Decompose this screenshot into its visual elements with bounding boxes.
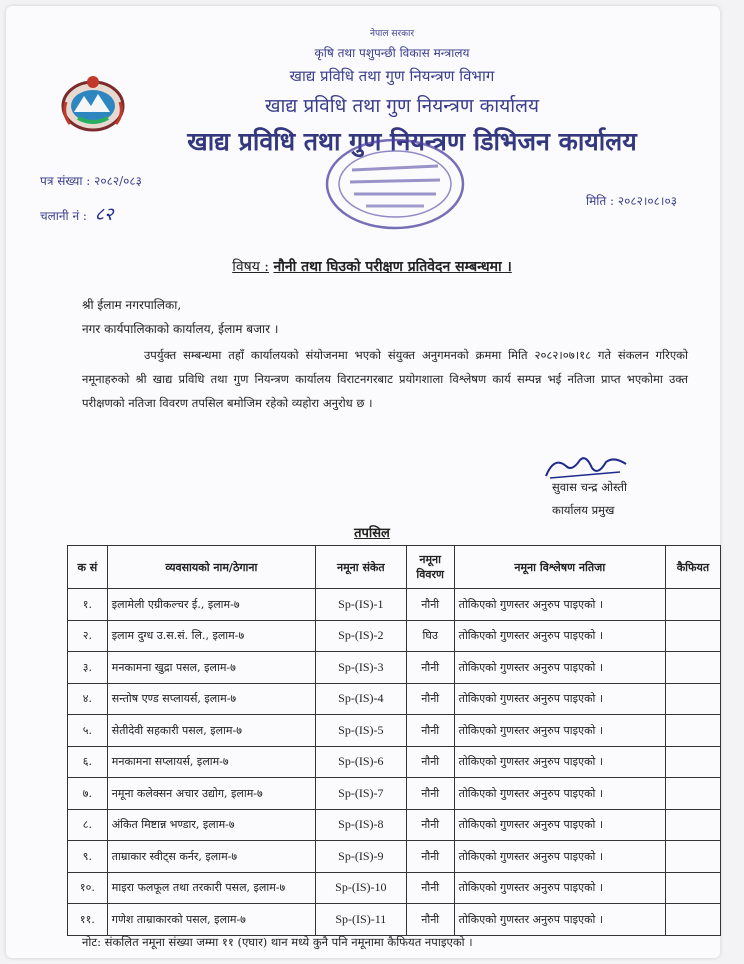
signatory-name: सुवास चन्द्र ओस्ती [552, 480, 627, 494]
table-row [68, 809, 721, 841]
cell-sample-type: नौनी [406, 652, 454, 684]
letter-body: उपर्युक्त सम्बन्धमा तहाँ कार्यालयको संयोजनमा भएको संयुक्त अनुगमनको क्रममा मिति २०८२।०७।१८ गते संकलन गरिएको नमूनाहरुको श्री खाद्य प्रविधि तथा गुण नियन्त्रण कार्यालय विराटनगरबाट प्रयोगशाला विश्लेषण कार्य सम्पन्न भई नतिजा प्राप्त भएकोमा उक्त परीक्षणको नतिजा विवरण तपसिल बमोजिम रहेको व्यहोरा अनुरोध छ । [82, 348, 688, 410]
cell-remarks [665, 778, 720, 810]
cell-business-name: इलाम दुग्ध उ.स.सं. लि., इलाम-७ [107, 620, 315, 652]
cell-remarks [665, 589, 720, 621]
subject-line [0, 257, 744, 276]
signatory-title: कार्यालय प्रमुख [552, 503, 615, 517]
results-table [67, 545, 721, 936]
header-line-office: खाद्य प्रविधि तथा गुण नियन्त्रण कार्यालय [264, 95, 540, 117]
cell-sample-code: Sp-(IS)-8 [315, 809, 406, 841]
cell-business-name: इलामेली एग्रीकल्चर ई., इलाम-७ [107, 589, 315, 621]
cell-remarks [665, 809, 720, 841]
header-line-department: खाद्य प्रविधि तथा गुण नियन्त्रण विभाग [289, 67, 495, 85]
letter-date [586, 192, 677, 209]
cell-analysis-result: तोकिएको गुणस्तर अनुरुप पाइएको । [454, 872, 665, 904]
header-business-name: व्यवसायको नाम/ठेगाना [107, 546, 315, 589]
cell-sample-code: Sp-(IS)-6 [315, 746, 406, 778]
cell-remarks [665, 620, 720, 652]
cell-sample-type: नौनी [406, 809, 454, 841]
cell-sample-code: Sp-(IS)-5 [315, 715, 406, 747]
table-row [68, 746, 721, 778]
subject-label: विषय : [232, 259, 269, 275]
table-title: तपसिल [354, 526, 390, 541]
cell-sample-code: Sp-(IS)-9 [315, 841, 406, 873]
letter-number-label: पत्र संख्या : [40, 174, 91, 188]
letter-number-value: २०८२/०८३ [94, 174, 142, 188]
addressee-line-1: श्री ईलाम नगरपालिका, [82, 298, 182, 312]
cell-sample-type: नौनी [406, 715, 454, 747]
cell-analysis-result: तोकिएको गुणस्तर अनुरुप पाइएको । [454, 683, 665, 715]
cell-sn: ८. [68, 809, 108, 841]
cell-business-name: अंकित मिष्टान्न भण्डार, इलाम-७ [107, 809, 315, 841]
cell-business-name: मनकामना खुद्रा पसल, इलाम-७ [107, 652, 315, 684]
cell-analysis-result: तोकिएको गुणस्तर अनुरुप पाइएको । [454, 746, 665, 778]
cell-remarks [665, 746, 720, 778]
cell-analysis-result: तोकिएको गुणस्तर अनुरुप पाइएको । [454, 809, 665, 841]
cell-sn: ६. [68, 746, 108, 778]
header-sn: क सं [68, 546, 108, 589]
cell-sample-code: Sp-(IS)-1 [315, 589, 406, 621]
cell-sample-code: Sp-(IS)-2 [315, 620, 406, 652]
table-row [68, 683, 721, 715]
cell-remarks [665, 652, 720, 684]
header-remarks: कैफियत [665, 546, 720, 589]
cell-business-name: मनकामना सप्लायर्स, इलाम-७ [107, 746, 315, 778]
cell-analysis-result: तोकिएको गुणस्तर अनुरुप पाइएको । [454, 841, 665, 873]
cell-business-name: माइरा फलफूल तथा तरकारी पसल, इलाम-७ [107, 872, 315, 904]
cell-sample-type: नौनी [406, 778, 454, 810]
header-sample-code: नमूना संकेत [315, 546, 406, 589]
header-line-ministry: कृषि तथा पशुपन्छी विकास मन्त्रालय [314, 46, 470, 60]
cell-analysis-result: तोकिएको गुणस्तर अनुरुप पाइएको । [454, 589, 665, 621]
cell-sample-type: नौनी [406, 904, 454, 936]
header-line-division-office: खाद्य प्रविधि तथा गुण नियन्त्रण डिभिजन कार्यालय [187, 127, 637, 156]
cell-sn: १०. [68, 872, 108, 904]
cell-analysis-result: तोकिएको गुणस्तर अनुरुप पाइएको । [454, 715, 665, 747]
cell-sample-code: Sp-(IS)-11 [315, 904, 406, 936]
dispatch-number [40, 202, 114, 226]
cell-sample-type: नौनी [406, 841, 454, 873]
table-row [68, 904, 721, 936]
table-row [68, 620, 721, 652]
cell-sample-code: Sp-(IS)-7 [315, 778, 406, 810]
signature-icon [540, 452, 640, 482]
cell-sn: ४. [68, 683, 108, 715]
letter-date-label: मिति : [586, 194, 615, 208]
table-row [68, 589, 721, 621]
table-row [68, 652, 721, 684]
table-row [68, 872, 721, 904]
cell-sample-code: Sp-(IS)-10 [315, 872, 406, 904]
header-sample-type: नमूना विवरण [406, 546, 454, 589]
cell-sn: ५. [68, 715, 108, 747]
table-header-row [68, 546, 721, 589]
cell-business-name: गणेश ताम्राकारको पसल, इलाम-७ [107, 904, 315, 936]
cell-analysis-result: तोकिएको गुणस्तर अनुरुप पाइएको । [454, 778, 665, 810]
subject-text: नौनी तथा घिउको परीक्षण प्रतिवेदन सम्बन्धमा । [273, 259, 512, 275]
cell-sn: ११. [68, 904, 108, 936]
cell-analysis-result: तोकिएको गुणस्तर अनुरुप पाइएको । [454, 620, 665, 652]
cell-sample-type: नौनी [406, 872, 454, 904]
cell-sample-type: नौनी [406, 746, 454, 778]
cell-sample-code: Sp-(IS)-4 [315, 683, 406, 715]
cell-remarks [665, 683, 720, 715]
header-line-government: नेपाल सरकार [369, 29, 415, 39]
cell-sn: ९. [68, 841, 108, 873]
cell-sn: ७. [68, 778, 108, 810]
cell-business-name: नमूना कलेक्सन अचार उद्योग, इलाम-७ [107, 778, 315, 810]
cell-sn: २. [68, 620, 108, 652]
cell-remarks [665, 904, 720, 936]
dispatch-number-value: ८२ [94, 204, 114, 225]
cell-analysis-result: तोकिएको गुणस्तर अनुरुप पाइएको । [454, 904, 665, 936]
footer-note: नोट: संकलित नमूना संख्या जम्मा ११ (एघार) थान मध्ये कुनै पनि नमूनामा कैफियत नपाइएको । [82, 935, 473, 949]
cell-sn: १. [68, 589, 108, 621]
letter-number [40, 172, 142, 189]
cell-business-name: सन्तोष एण्ड सप्लायर्स, इलाम-७ [107, 683, 315, 715]
table-row [68, 715, 721, 747]
dispatch-number-label: चलानी नं : [40, 209, 87, 223]
cell-business-name: सेतीदेवी सहकारी पसल, इलाम-७ [107, 715, 315, 747]
cell-sample-type: नौनी [406, 589, 454, 621]
cell-remarks [665, 715, 720, 747]
table-row [68, 841, 721, 873]
table-row [68, 778, 721, 810]
cell-remarks [665, 872, 720, 904]
addressee-line-2: नगर कार्यपालिकाको कार्यालय, ईलाम बजार । [82, 322, 279, 336]
letter-date-value: २०८२।०८।०३ [617, 194, 677, 208]
cell-analysis-result: तोकिएको गुणस्तर अनुरुप पाइएको । [454, 652, 665, 684]
header-analysis-result: नमूना विश्लेषण नतिजा [454, 546, 665, 589]
cell-sample-type: नौनी [406, 683, 454, 715]
cell-remarks [665, 841, 720, 873]
cell-sample-code: Sp-(IS)-3 [315, 652, 406, 684]
cell-sn: ३. [68, 652, 108, 684]
official-stamp-icon [322, 134, 468, 234]
cell-sample-type: घिउ [406, 620, 454, 652]
cell-business-name: ताम्राकार स्वीट्स कर्नर, इलाम-७ [107, 841, 315, 873]
